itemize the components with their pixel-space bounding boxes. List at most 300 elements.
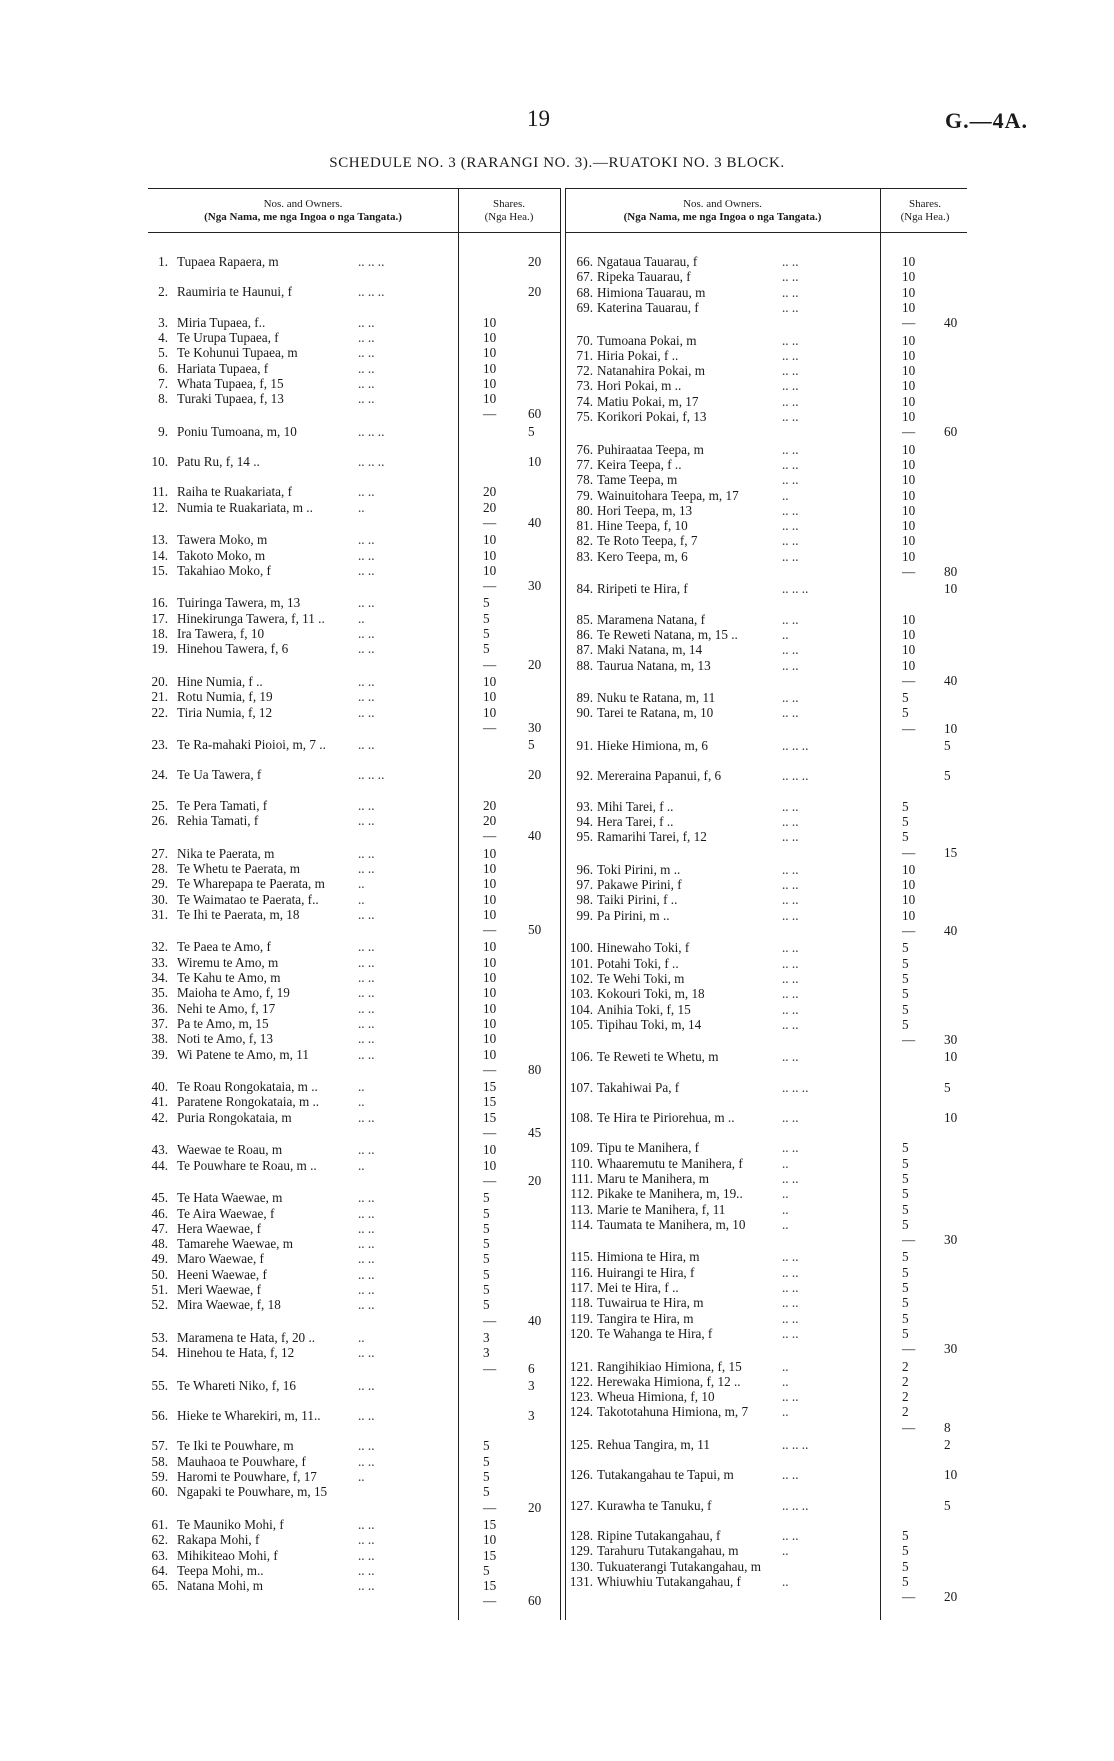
owner-row bbox=[0, 971, 1114, 987]
owner-name: Raiha te Ruakariata, f bbox=[177, 484, 292, 500]
group-total: 40 bbox=[944, 923, 958, 938]
owner-name: Nuku te Ratana, m, 11 bbox=[597, 690, 716, 706]
owner-number: 109. bbox=[569, 1140, 593, 1156]
owner-number: 95. bbox=[576, 829, 593, 845]
owner-number: 106. bbox=[569, 1049, 593, 1065]
owner-shares: 5 bbox=[902, 829, 909, 845]
leader-dots: .. .. bbox=[782, 332, 799, 348]
owner-row bbox=[0, 738, 1114, 754]
leader-dots: .. .. bbox=[782, 1325, 799, 1341]
leader-dots: .. .. bbox=[358, 1000, 375, 1016]
owner-row bbox=[0, 1080, 1114, 1096]
owner-number: 113. bbox=[570, 1201, 593, 1217]
owner-number: 24. bbox=[151, 767, 168, 783]
owner-row bbox=[0, 1110, 1114, 1126]
owner-row bbox=[0, 1017, 1114, 1033]
owner-name: Ripine Tutakangahau, f bbox=[597, 1527, 721, 1543]
group-total: 20 bbox=[944, 1589, 958, 1605]
group-total: 20 bbox=[528, 767, 542, 783]
owner-shares: 5 bbox=[902, 1527, 909, 1543]
table-top-rule-left bbox=[148, 188, 560, 189]
leader-dots: .. .. bbox=[358, 1377, 375, 1393]
owner-shares: — bbox=[902, 923, 916, 938]
owner-shares: 5 bbox=[902, 1558, 909, 1574]
group-total: 8 bbox=[944, 1419, 951, 1435]
leader-dots: .. .. bbox=[782, 829, 799, 845]
owner-number: 114. bbox=[570, 1216, 593, 1232]
owner-name: Potahi Toki, f .. bbox=[597, 955, 679, 971]
owner-name: Himiona te Hira, m bbox=[597, 1249, 700, 1265]
owner-row bbox=[0, 814, 1114, 830]
owner-shares: 10 bbox=[902, 269, 916, 285]
owner-number: 104. bbox=[569, 1001, 593, 1017]
owner-shares: 5 bbox=[902, 970, 909, 986]
header-shares-line2: (Nga Hea.) bbox=[900, 211, 950, 223]
owner-shares: — bbox=[902, 844, 916, 860]
owner-number: 9. bbox=[158, 423, 168, 439]
owner-shares: — bbox=[902, 1032, 916, 1048]
owner-number: 84. bbox=[576, 581, 593, 597]
owner-row bbox=[0, 1374, 1114, 1390]
owner-name: Takahiwai Pa, f bbox=[597, 1079, 680, 1095]
owner-number: 40. bbox=[151, 1079, 168, 1095]
owner-name: Mihikiteao Mohi, f bbox=[177, 1547, 278, 1563]
owner-name: Maramena te Hata, f, 20 .. bbox=[177, 1329, 316, 1345]
owner-shares: 10 bbox=[483, 1046, 497, 1062]
owner-name: Mira Waewae, f, 18 bbox=[177, 1297, 281, 1313]
group-total: 20 bbox=[528, 284, 542, 300]
header-shares-line1: Shares. bbox=[492, 198, 526, 210]
owner-name: Te Whetu te Paerata, m bbox=[177, 860, 300, 876]
leader-dots: .. .. bbox=[358, 1251, 375, 1267]
owner-number: 71. bbox=[576, 347, 593, 363]
owner-name: Te Paea te Amo, f bbox=[177, 939, 271, 955]
owner-shares: 5 bbox=[902, 1016, 909, 1032]
group-total: 10 bbox=[944, 1110, 958, 1125]
owner-name: Puhiraataa Teepa, m bbox=[597, 441, 704, 457]
group-total: 40 bbox=[944, 672, 958, 688]
leader-dots: .. bbox=[358, 499, 365, 515]
owner-number: 103. bbox=[569, 986, 593, 1002]
owner-name: Tangira te Hira, m bbox=[597, 1310, 694, 1326]
owner-name: Hinehou te Hata, f, 12 bbox=[177, 1345, 295, 1361]
owner-name: Hinekirunga Tawera, f, 11 .. bbox=[177, 610, 325, 626]
owner-shares: 5 bbox=[902, 1543, 909, 1559]
owner-shares: 5 bbox=[902, 1216, 909, 1232]
owner-row bbox=[0, 269, 1114, 285]
owner-name: Mei te Hira, f .. bbox=[597, 1280, 679, 1295]
leader-dots: .. .. bbox=[782, 1527, 799, 1543]
owner-shares: 10 bbox=[483, 906, 497, 922]
leader-dots: .. .. bbox=[358, 345, 375, 361]
owner-shares: — bbox=[483, 578, 497, 594]
leader-dots: .. bbox=[358, 1079, 365, 1095]
owner-number: 6. bbox=[158, 360, 168, 376]
owner-row bbox=[0, 658, 1114, 674]
owner-number: 61. bbox=[151, 1516, 168, 1532]
owner-shares: — bbox=[902, 720, 916, 736]
group-total: 45 bbox=[528, 1125, 542, 1140]
owner-name: Pakawe Pirini, f bbox=[597, 877, 682, 893]
subtotal-row bbox=[0, 1125, 1114, 1141]
owner-shares: 10 bbox=[902, 487, 916, 503]
leader-dots: .. .. bbox=[358, 1109, 375, 1125]
owner-name: Te Reweti te Whetu, m bbox=[597, 1049, 719, 1065]
owner-number: 5. bbox=[158, 345, 168, 361]
owner-row bbox=[0, 956, 1114, 972]
owner-shares: 10 bbox=[902, 363, 916, 379]
owner-number: 108. bbox=[569, 1110, 593, 1125]
leader-dots: .. .. bbox=[358, 1547, 375, 1563]
owner-row bbox=[0, 705, 1114, 721]
owner-number: 62. bbox=[151, 1532, 168, 1548]
owner-name: Hariata Tupaea, f bbox=[177, 360, 269, 376]
owner-shares: 5 bbox=[483, 1438, 490, 1454]
owner-shares: 10 bbox=[483, 391, 497, 407]
owner-name: Te Hira te Piriorehua, m .. bbox=[597, 1110, 735, 1125]
subtotal-row bbox=[0, 1589, 1114, 1605]
owner-shares: 10 bbox=[483, 1031, 497, 1047]
leader-dots: .. .. bbox=[358, 329, 375, 345]
owner-name: Natanahira Pokai, m bbox=[597, 363, 706, 379]
owner-name: Rehua Tangira, m, 11 bbox=[597, 1437, 710, 1452]
owner-shares: 10 bbox=[902, 518, 916, 534]
owner-shares: 10 bbox=[902, 892, 916, 908]
owner-number: 72. bbox=[576, 363, 593, 379]
owner-shares: 10 bbox=[902, 861, 916, 877]
owner-shares: 10 bbox=[902, 533, 916, 549]
owner-shares: 5 bbox=[902, 1310, 909, 1326]
owner-number: 56. bbox=[151, 1408, 168, 1424]
schedule-title: SCHEDULE NO. 3 (RARANGI NO. 3).—RUATOKI NO. 3 BLOCK. bbox=[329, 155, 785, 171]
owner-name: Rotu Numia, f, 19 bbox=[177, 689, 273, 705]
owner-number: 4. bbox=[158, 329, 168, 345]
owner-name: Maru te Manihera, m bbox=[597, 1170, 710, 1186]
owner-number: 97. bbox=[576, 877, 593, 893]
owner-number: 123. bbox=[569, 1389, 593, 1405]
owner-number: 117. bbox=[570, 1280, 593, 1295]
leader-dots: .. .. bbox=[782, 1049, 799, 1065]
owner-shares: 10 bbox=[902, 456, 916, 472]
leader-dots: .. .. bbox=[782, 1389, 799, 1405]
owner-shares: 10 bbox=[902, 284, 916, 300]
owner-name: Poniu Tumoana, m, 10 bbox=[177, 423, 297, 439]
subtotal-row bbox=[0, 673, 1114, 689]
owner-name: Wainuitohara Teepa, m, 17 bbox=[597, 487, 739, 503]
owner-shares: 15 bbox=[483, 1079, 497, 1095]
owner-name: Maro Waewae, f bbox=[177, 1251, 264, 1267]
owner-name: Tutakangahau te Tapui, m bbox=[597, 1467, 734, 1483]
owner-row bbox=[0, 1171, 1114, 1187]
header-bottom-rule-right bbox=[565, 232, 967, 233]
owner-shares: 10 bbox=[902, 409, 916, 424]
header-shares-left bbox=[458, 198, 560, 224]
leader-dots: .. .. bbox=[358, 1031, 375, 1047]
owner-number: 127. bbox=[569, 1497, 593, 1513]
group-total: 80 bbox=[944, 564, 958, 579]
owner-row bbox=[0, 348, 1114, 364]
leader-dots: .. .. bbox=[782, 409, 799, 424]
owner-name: Hine Teepa, f, 10 bbox=[597, 518, 688, 534]
owner-number: 35. bbox=[151, 985, 168, 1001]
owner-shares: 5 bbox=[902, 798, 909, 814]
owner-number: 32. bbox=[151, 939, 168, 955]
leader-dots: .. bbox=[358, 1329, 365, 1345]
owner-name: Mihi Tarei, f .. bbox=[597, 798, 674, 814]
owner-shares: 10 bbox=[483, 375, 497, 391]
leader-dots: .. .. bbox=[358, 906, 375, 922]
leader-dots: .. .. .. bbox=[782, 1497, 809, 1513]
owner-name: Tuiringa Tawera, m, 13 bbox=[177, 595, 301, 611]
leader-dots: .. .. bbox=[782, 1249, 799, 1265]
owner-name: Kokouri Toki, m, 18 bbox=[597, 986, 705, 1002]
owner-name: Te Roau Rongokataia, m .. bbox=[177, 1079, 318, 1095]
owner-number: 68. bbox=[576, 284, 593, 300]
owner-number: 39. bbox=[151, 1046, 168, 1062]
group-total: 60 bbox=[528, 406, 542, 422]
owner-name: Takahiao Moko, f bbox=[177, 562, 271, 578]
subtotal-row bbox=[0, 1232, 1114, 1248]
leader-dots: .. .. bbox=[782, 269, 799, 285]
owner-number: 115. bbox=[570, 1249, 593, 1265]
owner-shares: — bbox=[902, 1232, 916, 1248]
owner-row bbox=[0, 1543, 1114, 1559]
group-total: 30 bbox=[528, 578, 542, 594]
leader-dots: .. .. bbox=[782, 393, 799, 409]
owner-name: Numia te Ruakariata, m .. bbox=[177, 499, 313, 515]
owner-name: Takoto Moko, m bbox=[177, 547, 266, 563]
owner-shares: 10 bbox=[483, 985, 497, 1001]
leader-dots: .. .. bbox=[358, 484, 375, 500]
owner-number: 128. bbox=[569, 1527, 593, 1543]
owner-row bbox=[0, 1528, 1114, 1544]
leader-dots: .. .. bbox=[782, 657, 799, 673]
owner-row bbox=[0, 1559, 1114, 1575]
subtotal-row bbox=[0, 1341, 1114, 1357]
owner-name: Te Kohunui Tupaea, m bbox=[177, 345, 298, 361]
owner-number: 30. bbox=[151, 891, 168, 907]
subtotal-row bbox=[0, 845, 1114, 861]
leader-dots: .. .. bbox=[782, 518, 799, 534]
owner-name: Tukuaterangi Tutakangahau, m bbox=[597, 1558, 761, 1574]
owner-number: 93. bbox=[576, 798, 593, 814]
owner-shares: 5 bbox=[483, 1453, 490, 1469]
owner-number: 91. bbox=[576, 738, 593, 753]
owner-number: 86. bbox=[576, 626, 593, 642]
owner-name: Huirangi te Hira, f bbox=[597, 1264, 695, 1280]
leader-dots: .. .. bbox=[358, 626, 375, 641]
owner-row bbox=[0, 533, 1114, 549]
group-total: 5 bbox=[528, 423, 535, 439]
owner-number: 52. bbox=[151, 1297, 168, 1313]
leader-dots: .. bbox=[358, 876, 365, 892]
subtotal-row bbox=[0, 721, 1114, 737]
owner-shares: 10 bbox=[483, 547, 497, 563]
owner-number: 99. bbox=[576, 907, 593, 923]
owner-shares: 10 bbox=[902, 299, 916, 315]
owner-name: Te Iki te Pouwhare, m bbox=[177, 1438, 294, 1454]
owner-row bbox=[0, 1249, 1114, 1265]
owner-name: Mauhaoa te Pouwhare, f bbox=[177, 1453, 306, 1469]
owner-shares: 20 bbox=[483, 499, 497, 515]
owner-name: Wi Patene te Amo, m, 11 bbox=[177, 1046, 309, 1062]
group-total: 10 bbox=[528, 454, 542, 469]
owner-row bbox=[0, 409, 1114, 425]
owner-name: Te Waimatao te Paerata, f.. bbox=[177, 891, 319, 907]
owner-number: 116. bbox=[570, 1264, 593, 1280]
leader-dots: .. .. bbox=[358, 970, 375, 985]
leader-dots: .. .. bbox=[782, 1280, 799, 1295]
leader-dots: .. .. bbox=[358, 797, 375, 813]
group-total: 40 bbox=[528, 1312, 542, 1328]
owner-shares: — bbox=[902, 315, 916, 331]
leader-dots: .. .. bbox=[782, 690, 799, 706]
owner-shares: — bbox=[483, 1499, 497, 1515]
owner-number: 89. bbox=[576, 690, 593, 706]
leader-dots: .. .. bbox=[358, 360, 375, 376]
owner-shares: — bbox=[483, 1172, 497, 1188]
leader-dots: .. .. .. bbox=[358, 284, 385, 300]
group-total: 5 bbox=[944, 738, 951, 753]
owner-number: 22. bbox=[151, 704, 168, 720]
leader-dots: .. .. bbox=[782, 705, 799, 721]
owner-shares: — bbox=[483, 922, 497, 938]
group-total: 80 bbox=[528, 1061, 542, 1077]
leader-dots: .. .. bbox=[782, 254, 799, 269]
leader-dots: .. .. bbox=[358, 532, 375, 548]
owner-number: 102. bbox=[569, 970, 593, 986]
owner-number: 13. bbox=[151, 532, 168, 548]
leader-dots: .. bbox=[782, 1201, 789, 1217]
owner-number: 7. bbox=[158, 375, 168, 391]
owner-name: Rakapa Mohi, f bbox=[177, 1532, 260, 1548]
owner-name: Maki Natana, m, 14 bbox=[597, 642, 703, 658]
owner-name: Maioha te Amo, f, 19 bbox=[177, 985, 290, 1001]
owner-number: 31. bbox=[151, 906, 168, 922]
leader-dots: .. bbox=[782, 1358, 789, 1374]
owner-number: 65. bbox=[151, 1578, 168, 1594]
leader-dots: .. .. bbox=[782, 347, 799, 363]
owner-shares: — bbox=[483, 1312, 497, 1328]
leader-dots: .. .. bbox=[358, 1297, 375, 1313]
owner-shares: 5 bbox=[483, 1251, 490, 1267]
owner-number: 26. bbox=[151, 813, 168, 828]
owner-shares: 10 bbox=[902, 347, 916, 363]
owner-row bbox=[0, 768, 1114, 784]
owner-number: 54. bbox=[151, 1345, 168, 1361]
group-total: 40 bbox=[528, 828, 542, 844]
owner-name: Te Hata Waewae, m bbox=[177, 1190, 283, 1206]
owner-name: Tipu te Manihera, f bbox=[597, 1140, 700, 1156]
group-total: 30 bbox=[944, 1032, 958, 1048]
header-owners-line2: (Nga Nama, me nga Ingoa o nga Tangata.) bbox=[623, 211, 822, 223]
owner-row bbox=[0, 518, 1114, 534]
owner-number: 101. bbox=[569, 955, 593, 971]
owner-number: 96. bbox=[576, 861, 593, 877]
owner-row bbox=[0, 549, 1114, 565]
owner-shares: 10 bbox=[902, 378, 916, 394]
leader-dots: .. .. bbox=[782, 892, 799, 908]
owner-shares: 5 bbox=[483, 1236, 490, 1252]
owner-number: 120. bbox=[569, 1325, 593, 1341]
owner-shares: 3 bbox=[483, 1329, 490, 1345]
owner-shares: 10 bbox=[483, 970, 497, 985]
owner-shares: 10 bbox=[483, 845, 497, 861]
owner-name: Takototahuna Himiona, m, 7 bbox=[597, 1404, 749, 1420]
owner-name: Ngapaki te Pouwhare, m, 15 bbox=[177, 1484, 328, 1500]
owner-number: 118. bbox=[570, 1295, 593, 1311]
owner-shares: 5 bbox=[902, 1140, 909, 1156]
owner-name: Hera Tarei, f .. bbox=[597, 813, 674, 829]
owner-row bbox=[0, 442, 1114, 458]
owner-shares: 10 bbox=[483, 532, 497, 548]
owner-name: Rangihikiao Himiona, f, 15 bbox=[597, 1358, 742, 1374]
owner-name: Tarei te Ratana, m, 10 bbox=[597, 705, 714, 721]
owner-number: 90. bbox=[576, 705, 593, 721]
owner-name: Taiki Pirini, f .. bbox=[597, 892, 678, 908]
owner-shares: 10 bbox=[902, 657, 916, 673]
leader-dots: .. .. bbox=[782, 548, 799, 564]
owner-shares: — bbox=[902, 672, 916, 688]
owner-name: Te Whareti Niko, f, 16 bbox=[177, 1377, 296, 1393]
owner-shares: 3 bbox=[483, 1345, 490, 1361]
leader-dots: .. .. bbox=[358, 1266, 375, 1282]
owner-name: Te Urupa Tupaea, f bbox=[177, 329, 279, 345]
owner-row bbox=[0, 457, 1114, 473]
group-total: 30 bbox=[528, 719, 542, 735]
owner-shares: 10 bbox=[902, 548, 916, 564]
owner-number: 8. bbox=[158, 391, 168, 407]
leader-dots: .. .. bbox=[358, 939, 375, 955]
owner-name: Te Reweti Natana, m, 15 .. bbox=[597, 626, 738, 642]
owner-shares: 20 bbox=[483, 484, 497, 500]
owner-name: Whata Tupaea, f, 15 bbox=[177, 375, 284, 391]
owner-number: 34. bbox=[151, 970, 168, 985]
owner-row bbox=[0, 1202, 1114, 1218]
owner-number: 33. bbox=[151, 954, 168, 970]
owner-shares: 5 bbox=[483, 1282, 490, 1297]
owner-shares: 5 bbox=[902, 1573, 909, 1589]
owner-shares: 15 bbox=[483, 1578, 497, 1594]
owner-number: 87. bbox=[576, 642, 593, 658]
owner-shares: 10 bbox=[483, 1142, 497, 1158]
leader-dots: .. .. bbox=[782, 533, 799, 549]
owner-shares: — bbox=[902, 1341, 916, 1357]
leader-dots: .. .. bbox=[782, 1310, 799, 1326]
owner-shares: 10 bbox=[483, 891, 497, 907]
owner-shares: 5 bbox=[902, 1280, 909, 1295]
owner-shares: 10 bbox=[483, 360, 497, 376]
owner-row bbox=[0, 1002, 1114, 1018]
leader-dots: .. .. bbox=[358, 1220, 375, 1236]
owner-number: 110. bbox=[570, 1155, 593, 1171]
owner-row bbox=[0, 333, 1114, 349]
owner-shares: 10 bbox=[483, 1000, 497, 1016]
header-owners-line1: Nos. and Owners. bbox=[263, 198, 343, 210]
leader-dots: .. .. bbox=[358, 1345, 375, 1361]
owner-number: 121. bbox=[569, 1358, 593, 1374]
owner-shares: 5 bbox=[902, 955, 909, 971]
owner-name: Te Roto Teepa, f, 7 bbox=[597, 533, 698, 549]
owner-number: 55. bbox=[151, 1377, 168, 1393]
header-owners-right bbox=[565, 198, 880, 224]
owner-number: 82. bbox=[576, 533, 593, 549]
owner-shares: 5 bbox=[483, 1562, 490, 1578]
leader-dots: .. .. bbox=[358, 673, 375, 689]
owner-number: 27. bbox=[151, 845, 168, 861]
owner-row bbox=[0, 1467, 1114, 1483]
owner-name: Pa te Amo, m, 15 bbox=[177, 1015, 269, 1031]
